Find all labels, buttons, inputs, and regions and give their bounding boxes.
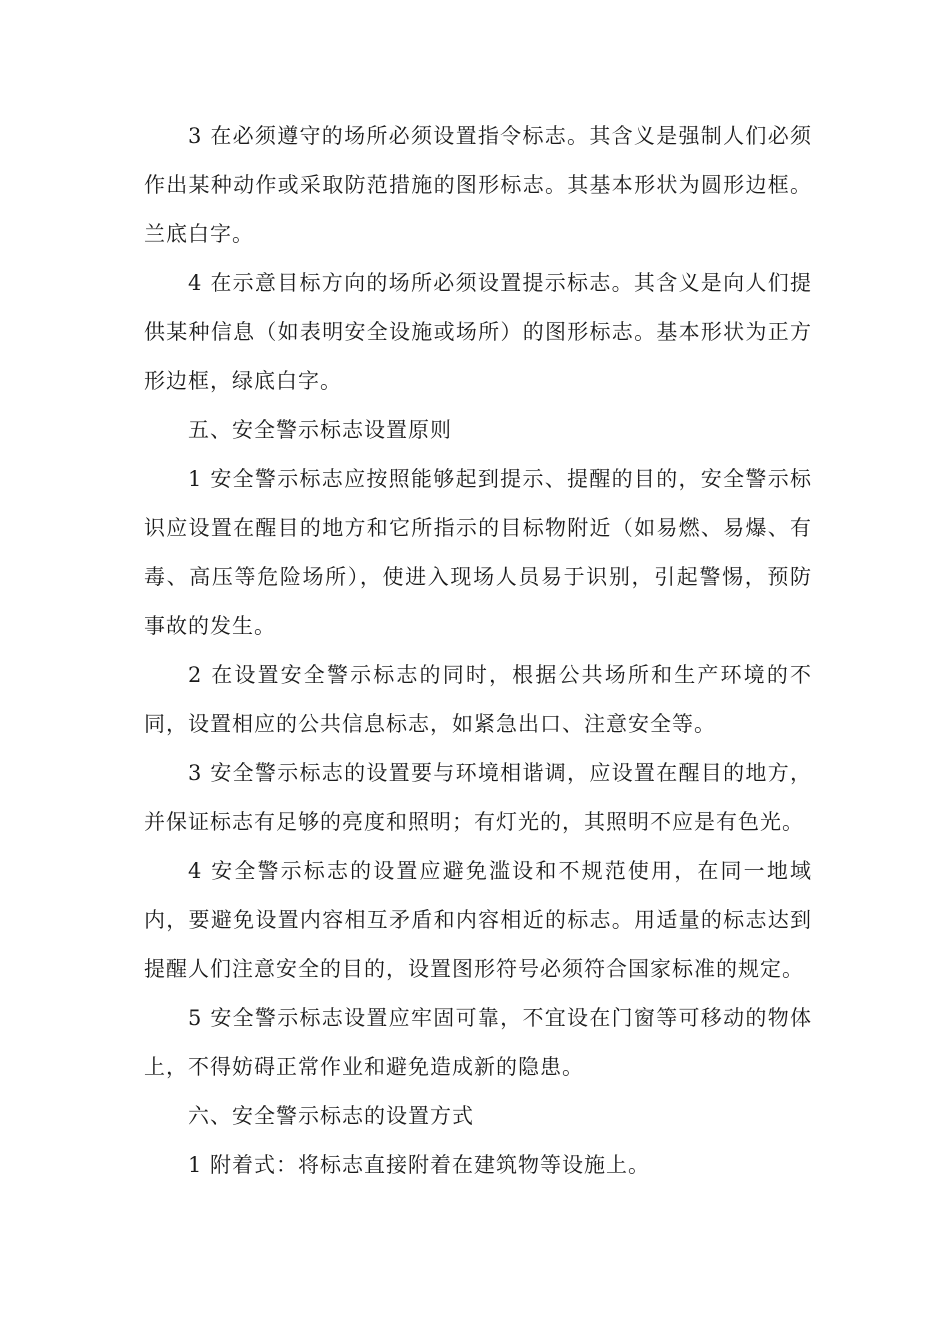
paragraph-method-1: 1 附着式：将标志直接附着在建筑物等设施上。 <box>188 1153 651 1177</box>
paragraph-principle-5: 5 安全警示标志设置应牢固可靠，不宜设在门窗等可移动的物体上，不得妨碍正常作业和避免造成新的隐患。 <box>144 1006 812 1079</box>
paragraph-instruction-signs: 3 在必须遵守的场所必须设置指令标志。其含义是强制人们必须作出某种动作或采取防范措施的图形标志。其基本形状为圆形边框。兰底白字。 <box>144 124 812 246</box>
paragraph-principle-2: 2 在设置安全警示标志的同时，根据公共场所和生产环境的不同，设置相应的公共信息标志，如紧急出口、注意安全等。 <box>144 663 812 736</box>
section-heading-methods: 六、安全警示标志的设置方式 <box>188 1104 474 1128</box>
paragraph-prompt-signs: 4 在示意目标方向的场所必须设置提示标志。其含义是向人们提供某种信息（如表明安全设施或场所）的图形标志。基本形状为正方形边框，绿底白字。 <box>144 271 812 393</box>
document-body <box>144 112 812 1190</box>
paragraph-principle-4: 4 安全警示标志的设置应避免滥设和不规范使用，在同一地域内，要避免设置内容相互矛盾和内容相近的标志。用适量的标志达到提醒人们注意安全的目的，设置图形符号必须符合国家标准的规定。 <box>144 859 812 981</box>
section-heading-principles: 五、安全警示标志设置原则 <box>188 418 452 442</box>
paragraph-principle-1: 1 安全警示标志应按照能够起到提示、提醒的目的，安全警示标识应设置在醒目的地方和它所指示的目标物附近（如易燃、易爆、有毒、高压等危险场所），使进入现场人员易于识别，引起警惕，预防事故的发生。 <box>144 467 812 638</box>
paragraph-principle-3: 3 安全警示标志的设置要与环境相谐调，应设置在醒目的地方，并保证标志有足够的亮度和照明；有灯光的，其照明不应是有色光。 <box>144 761 812 834</box>
